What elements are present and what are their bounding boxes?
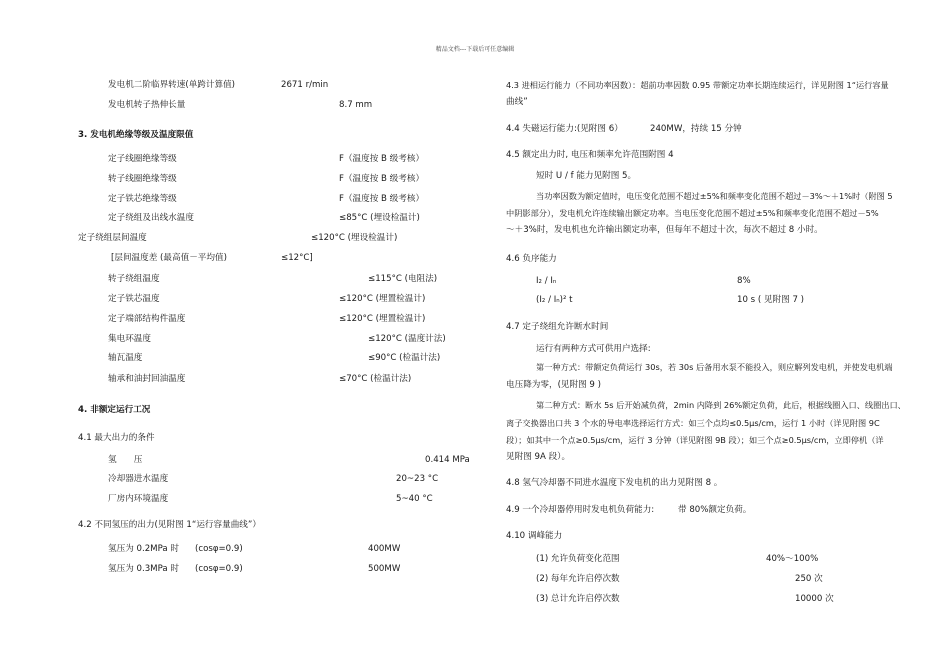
bearing-shell-temp-value: ≤90°C (检温计法) xyxy=(368,353,441,363)
ambient-temp-value: 5~40 °C xyxy=(396,494,433,504)
section-4-4-text: 4.4 失磁运行能力:(见附图 6） xyxy=(506,124,623,134)
section-4-7-mode1-line1: 第一种方式：带额定负荷运行 30s，若 30s 后备用水泵不能投入，则应解列发电机，并使发电机端 xyxy=(536,362,893,372)
section-4-5-para-line1: 当功率因数为额定值时，电压变化范围不超过±5%和频率变化范围不超过－3%～＋1%时（附图 5 xyxy=(536,191,893,201)
negative-sequence-i2t-label: (I₂ / Iₙ)² t xyxy=(536,295,573,305)
critical-speed-label: 发电机二阶临界转速(单跨计算值) xyxy=(108,80,236,90)
section-4-title: 4. 非额定运行工况 xyxy=(78,405,151,415)
hydrogen-pressure-value: 0.414 MPa xyxy=(425,455,470,465)
section-4-5-para-line3: ～＋3%时，发电机也允许输出额定功率，但每年不超过十次，每次不超过 8 小时。 xyxy=(506,225,823,235)
pressure-0-2-value: 400MW xyxy=(368,544,401,554)
ambient-temp-label: 厂房内环境温度 xyxy=(108,494,169,504)
section-4-8-text: 4.8 氢气冷却器不同进水温度下发电机的出力见附图 8 。 xyxy=(506,478,723,488)
rotor-winding-temp-label: 转子绕组温度 xyxy=(108,274,160,284)
pressure-0-2-label: 氢压为 0.2MPa 时 xyxy=(108,544,179,554)
bearing-shell-temp-label: 轴瓦温度 xyxy=(108,353,143,363)
collector-ring-temp-label: 集电环温度 xyxy=(108,334,151,344)
section-4-2-title: 4.2 不同氢压的出力(见附图 1“运行容量曲线”） xyxy=(78,520,261,530)
section-4-7-mode2-line3: 段）；如其中一个点≥0.5μs/cm，运行 3 分钟（详见附图 9B 段）；如三个点≥0.5μs/cm，立即停机（详 xyxy=(506,435,884,445)
annual-starts-label: (2) 每年允许启停次数 xyxy=(536,574,620,584)
section-3-title: 3. 发电机绝缘等级及温度限值 xyxy=(78,130,194,140)
section-4-3-line2: 曲线” xyxy=(506,97,528,107)
rotor-expansion-value: 8.7 mm xyxy=(339,100,373,110)
pressure-0-3-label: 氢压为 0.3MPa 时 xyxy=(108,564,179,574)
cooler-inlet-water-label: 冷却器进水温度 xyxy=(108,474,169,484)
section-4-7-mode2-line2: 离子交换器出口共 3 个水的导电率选择运行方式：如三个点均≤0.5μs/cm，运行 1 小时（详见附图 9C xyxy=(506,418,880,428)
section-4-9-value: 带 80%额定负荷。 xyxy=(678,505,752,515)
pressure-0-2-cos: (cosφ=0.9) xyxy=(195,544,243,554)
interlayer-temp-diff-value: ≤12°C] xyxy=(281,253,313,263)
section-4-5-title: 4.5 额定出力时, 电压和频率允许范围附图 4 xyxy=(506,150,674,160)
stator-core-temp-value: ≤120°C (埋置检温计) xyxy=(339,294,426,304)
critical-speed-value: 2671 r/min xyxy=(281,80,329,90)
section-4-7-intro: 运行有两种方式可供用户选择: xyxy=(536,344,651,354)
rotor-winding-temp-value: ≤115°C (电阻法) xyxy=(368,274,438,284)
section-4-4-value: 240MW，持续 15 分钟 xyxy=(650,124,742,134)
section-4-9-text: 4.9 一个冷却器停用时发电机负荷能力: xyxy=(506,505,655,515)
section-4-7-mode1-line2: 电压降为零，(见附图 9 ) xyxy=(506,380,601,390)
total-starts-label: (3) 总计允许启停次数 xyxy=(536,594,620,604)
end-structure-temp-label: 定子端部结构件温度 xyxy=(108,314,186,324)
interlayer-temp-diff-label: [层间温度差 (最高值－平均值) xyxy=(111,253,227,263)
section-4-7-mode2-line4: 见附图 9A 段）。 xyxy=(506,452,571,462)
return-oil-temp-value: ≤70°C (检温计法) xyxy=(339,374,412,384)
section-4-10-title: 4.10 调峰能力 xyxy=(506,531,563,541)
outlet-water-temp-value: ≤85°C (埋设检温计) xyxy=(339,213,420,223)
total-starts-value: 10000 次 xyxy=(795,594,834,604)
return-oil-temp-label: 轴承和油封回油温度 xyxy=(108,374,186,384)
cooler-inlet-water-value: 20~23 °C xyxy=(396,474,439,484)
stator-coil-insulation-value: F（温度按 B 级考核） xyxy=(339,154,425,164)
load-range-value: 40%～100% xyxy=(766,554,819,564)
annual-starts-value: 250 次 xyxy=(795,574,823,584)
hydrogen-pressure-label: 氢 压 xyxy=(108,455,143,465)
negative-sequence-ratio-label: I₂ / Iₙ xyxy=(536,276,557,286)
collector-ring-temp-value: ≤120°C (温度计法) xyxy=(368,334,446,344)
page-header: 精品文档---下载后可任意编辑 xyxy=(435,46,515,53)
section-4-7-mode2-line1: 第二种方式：断水 5s 后开始减负荷，2min 内降到 26%额定负荷，此后，根据线圈入口、线圈出口、 xyxy=(536,400,906,410)
section-4-7-title: 4.7 定子绕组允许断水时间 xyxy=(506,322,609,332)
rotor-expansion-label: 发电机转子热伸长量 xyxy=(108,100,186,110)
load-range-label: (1) 允许负荷变化范围 xyxy=(536,554,620,564)
interlayer-temp-label: 定子绕组层间温度 xyxy=(78,233,147,243)
section-4-6-title: 4.6 负序能力 xyxy=(506,254,557,264)
end-structure-temp-value: ≤120°C (埋置检温计) xyxy=(339,314,426,324)
section-4-5-para-line2: 中阴影部分），发电机允许连续输出额定功率。当电压变化范围不超过±5%和频率变化范围不超过－5% xyxy=(506,208,879,218)
negative-sequence-ratio-value: 8% xyxy=(737,276,751,286)
rotor-coil-insulation-label: 转子线圈绝缘等级 xyxy=(108,174,177,184)
stator-core-insulation-label: 定子铁芯绝缘等级 xyxy=(108,194,177,204)
pressure-0-3-cos: (cosφ=0.9) xyxy=(195,564,243,574)
stator-coil-insulation-label: 定子线圈绝缘等级 xyxy=(108,154,177,164)
outlet-water-temp-label: 定子绕组及出线水温度 xyxy=(108,213,194,223)
rotor-coil-insulation-value: F（温度按 B 级考核） xyxy=(339,174,425,184)
stator-core-insulation-value: F（温度按 B 级考核） xyxy=(339,194,425,204)
section-4-5-short-time: 短时 U / f 能力见附图 5。 xyxy=(536,171,637,181)
stator-core-temp-label: 定子铁芯温度 xyxy=(108,294,160,304)
negative-sequence-i2t-value: 10 s ( 见附图 7 ) xyxy=(737,295,805,305)
interlayer-temp-value: ≤120°C (埋设检温计) xyxy=(311,233,398,243)
section-4-1-title: 4.1 最大出力的条件 xyxy=(78,433,155,443)
pressure-0-3-value: 500MW xyxy=(368,564,401,574)
section-4-3-line1: 4.3 进相运行能力（不同功率因数）：超前功率因数 0.95 带额定功率长期连续运行，详见附图 1“运行容量 xyxy=(506,80,889,90)
